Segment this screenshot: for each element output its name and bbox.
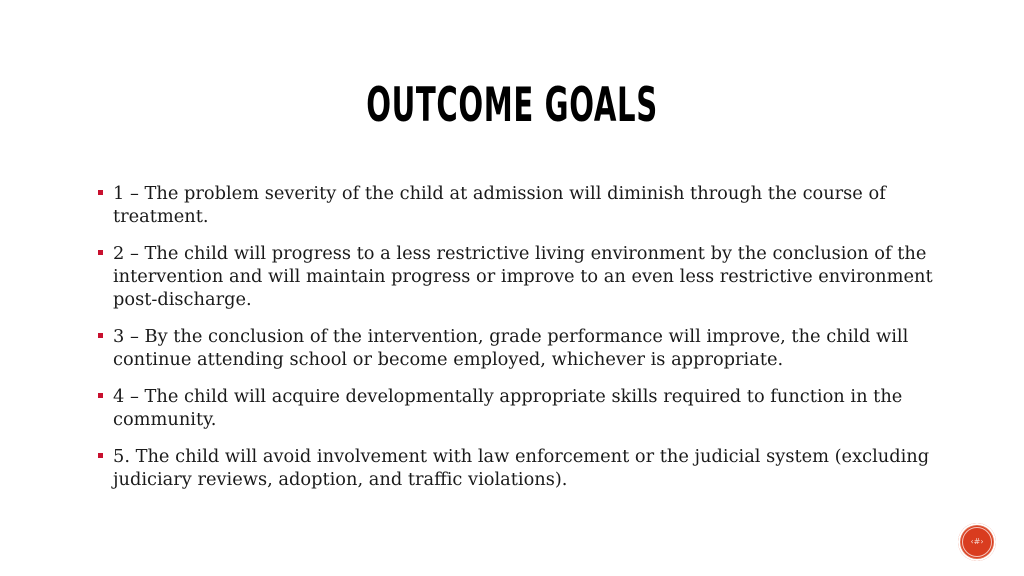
- slide-title: OUTCOME GOALS: [366, 78, 658, 133]
- bullet-item-3: [98, 325, 938, 371]
- bullet-square-icon: [98, 393, 103, 398]
- bullet-square-icon: [98, 190, 103, 195]
- bullet-item-5: [98, 445, 938, 491]
- bullet-square-icon: [98, 250, 103, 255]
- bullet-text: 3 – By the conclusion of the intervention, grade performance will improve, the child will continue attending school or become employed, whichever is appropriate.: [113, 326, 909, 370]
- bullet-text: 5. The child will avoid involvement with law enforcement or the judicial system (excluding judiciary reviews, adoption, and traffic violations).: [113, 446, 930, 490]
- bullet-item-1: [98, 182, 938, 228]
- bullet-square-icon: [98, 453, 103, 458]
- bullet-text: 1 – The problem severity of the child at admission will diminish through the course of treatment.: [113, 183, 886, 227]
- bullet-item-2: [98, 242, 938, 311]
- slide-number-badge: ‹#›: [958, 523, 996, 561]
- bullet-text: 4 – The child will acquire developmentally appropriate skills required to function in the community.: [113, 386, 903, 430]
- bullet-square-icon: [98, 333, 103, 338]
- bullet-item-4: [98, 385, 938, 431]
- bullet-list: [98, 182, 938, 505]
- bullet-text: 2 – The child will progress to a less restrictive living environment by the conclusion of the intervention and will maintain progress or improve to an even less restrictive environment post-discharge.: [113, 243, 933, 310]
